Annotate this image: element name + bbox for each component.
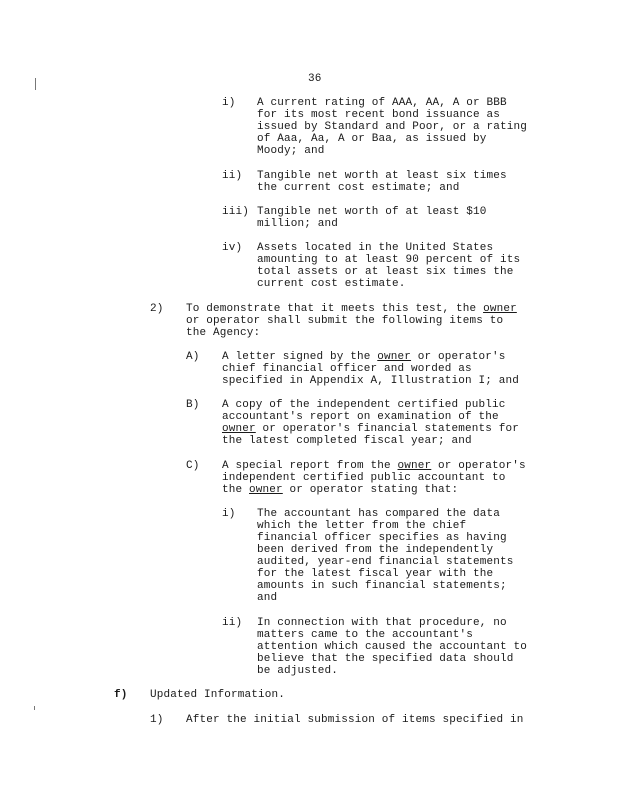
text-line: of Aaa, Aa, A or Baa, as issued by — [257, 133, 487, 145]
text-line: After the initial submission of items specified in — [186, 714, 524, 726]
item-label: ii) — [222, 170, 243, 182]
text-line: audited, year-end financial statements — [257, 556, 514, 568]
text-line: accountant's report on examination of the — [222, 411, 499, 423]
page-number: 36 — [308, 73, 322, 85]
text-line: believe that the specified data should — [257, 653, 514, 665]
text-line: the owner or operator stating that: — [222, 484, 459, 496]
text-line: A current rating of AAA, AA, A or BBB — [257, 97, 507, 109]
text-line: for its most recent bond issuance as — [257, 109, 501, 121]
item-label: 2) — [150, 303, 164, 315]
text-line: be adjusted. — [257, 665, 339, 677]
text-line: In connection with that procedure, no — [257, 617, 507, 629]
text-line: chief financial officer and worded as — [222, 363, 472, 375]
item-label: iii) — [222, 206, 250, 218]
text-line: A letter signed by the owner or operator's — [222, 351, 506, 363]
text-line: A special report from the owner or operator's — [222, 460, 526, 472]
text-line: been derived from the independently — [257, 544, 494, 556]
text-line: Assets located in the United States — [257, 242, 494, 254]
text-line: attention which caused the accountant to — [257, 641, 528, 653]
owner-term: owner — [377, 351, 412, 363]
item-label: C) — [186, 460, 200, 472]
text-line: matters came to the accountant's — [257, 629, 474, 641]
item-label: A) — [186, 351, 200, 363]
item-label: ii) — [222, 617, 243, 629]
text-line: for the latest fiscal year with the — [257, 568, 494, 580]
text-line: amounting to at least 90 percent of its — [257, 254, 521, 266]
text-line: which the letter from the chief — [257, 520, 467, 532]
text-line: owner or operator's financial statements for — [222, 423, 520, 435]
text-line: issued by Standard and Poor, or a rating — [257, 121, 528, 133]
text-line: Tangible net worth at least six times — [257, 170, 507, 182]
scan-mark — [35, 78, 36, 90]
section-title: Updated Information. — [150, 689, 286, 701]
text-line: or operator shall submit the following items to — [186, 315, 504, 327]
item-label: i) — [222, 508, 236, 520]
text-line: current cost estimate. — [257, 278, 406, 290]
owner-term: owner — [483, 303, 517, 315]
text-line: the Agency: — [186, 327, 261, 339]
item-label: i) — [222, 97, 236, 109]
item-label: 1) — [150, 714, 164, 726]
text-line: financial officer specifies as having — [257, 532, 507, 544]
text-line: amounts in such financial statements; — [257, 580, 507, 592]
text-line: and — [257, 592, 278, 604]
text-line: The accountant has compared the data — [257, 508, 501, 520]
item-label: iv) — [222, 242, 243, 254]
text-line: independent certified public accountant to — [222, 472, 506, 484]
text-line: total assets or at least six times the — [257, 266, 514, 278]
owner-term: owner — [397, 460, 432, 472]
owner-term: owner — [249, 484, 283, 496]
text-line: the current cost estimate; and — [257, 182, 460, 194]
scan-mark — [34, 706, 35, 710]
owner-term: owner — [222, 423, 256, 435]
text-line: the latest completed fiscal year; and — [222, 435, 472, 447]
item-label: B) — [186, 399, 200, 411]
text-line: million; and — [257, 218, 339, 230]
text-line: To demonstrate that it meets this test, the owner — [186, 303, 517, 315]
text-line: specified in Appendix A, Illustration I; and — [222, 375, 520, 387]
text-line: Tangible net worth of at least $10 — [257, 206, 487, 218]
text-line: Moody; and — [257, 145, 325, 157]
section-label: f) — [114, 689, 128, 701]
text-line: A copy of the independent certified public — [222, 399, 506, 411]
